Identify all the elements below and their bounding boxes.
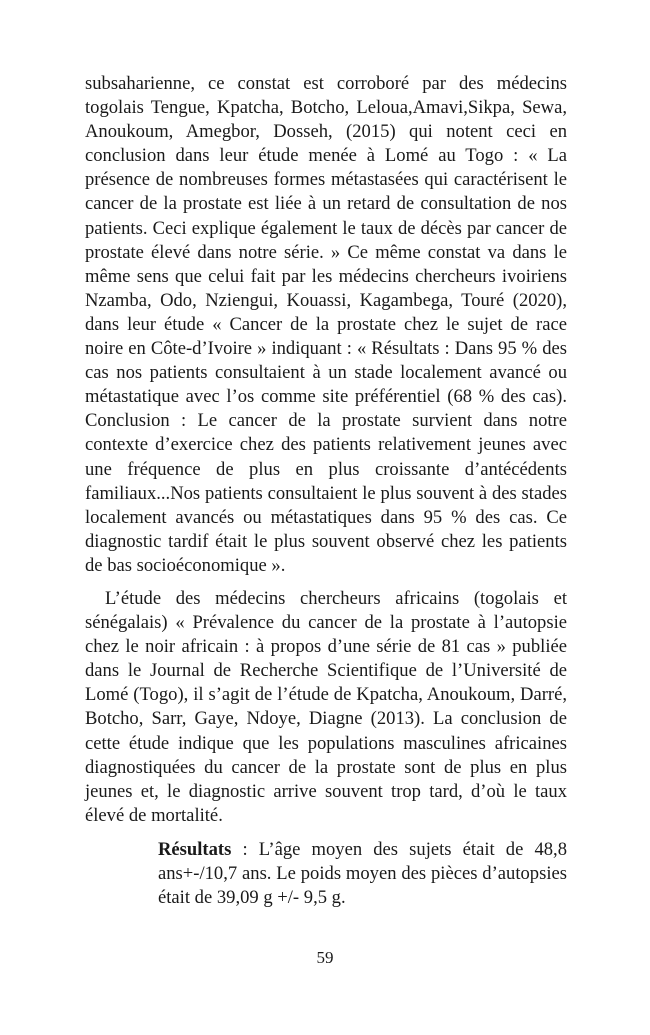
results-label: Résultats (158, 838, 232, 860)
results-text: : L’âge moyen des sujets était de 48,8 ans+-/10,7 ans. Le poids moyen des pièces d’autopsies était de 39,09 g +/- 9,5 g. (158, 838, 567, 909)
body-paragraph-2: L’étude des médecins chercheurs africains (togolais et sénégalais) « Prévalence du cancer de la prostate à l’autopsie chez le noir africain : à propos d’une série de 81 cas » publiée dans le Journal de Recherche Scientifique de l’Université de Lomé (Togo), il s’agit de l’étude de Kpatcha, Anoukoum, Darré, Botcho, Sarr, Gaye, Ndoye, Diagne (2013). La conclusion de cette étude indique que les populations masculines africaines diagnostiquées du cancer de la prostate sont de plus en plus jeunes et, le diagnostic arrive souvent trop tard, d’où le taux élevé de mortalité. (85, 587, 567, 826)
body-paragraph-1: subsaharienne, ce constat est corroboré par des médecins togolais Tengue, Kpatcha, Botcho, Leloua,Amavi,Sikpa, Sewa, Anoukoum, Amegbor, Dosseh, (2015) qui notent ceci en conclusion dans leur étude menée à Lomé au Togo : « La présence de nombreuses formes métastasées qui caractérisent le cancer de la prostate est liée à un retard de consultation de nos patients. Ceci explique également le taux de décès par cancer de prostate élevé dans notre série. » Ce même constat va dans le même sens que celui fait par les médecins chercheurs ivoiriens Nzamba, Odo, Nziengui, Kouassi, Kagambega, Touré (2020), dans leur étude « Cancer de la prostate chez le sujet de race noire en Côte-d’Ivoire » indiquant : « Résultats : Dans 95 % des cas nos patients consultaient à un stade localement avancé ou métastatique avec l’os comme site préférentiel (68 % des cas). Conclusion : Le cancer de la prostate survient dans notre contexte d’exercice chez des patients relativement jeunes avec une fréquence de plus en plus croissante d’antécédents familiaux...Nos patients consultaient le plus souvent à des stades localement avancés ou métastatiques dans 95 % des cas. Ce diagnostic tardif était le plus souvent observé chez les patients de bas socioéconomique ». (85, 73, 567, 576)
page-number: 59 (316, 948, 334, 967)
results-paragraph (158, 838, 567, 910)
page-content (85, 72, 567, 910)
